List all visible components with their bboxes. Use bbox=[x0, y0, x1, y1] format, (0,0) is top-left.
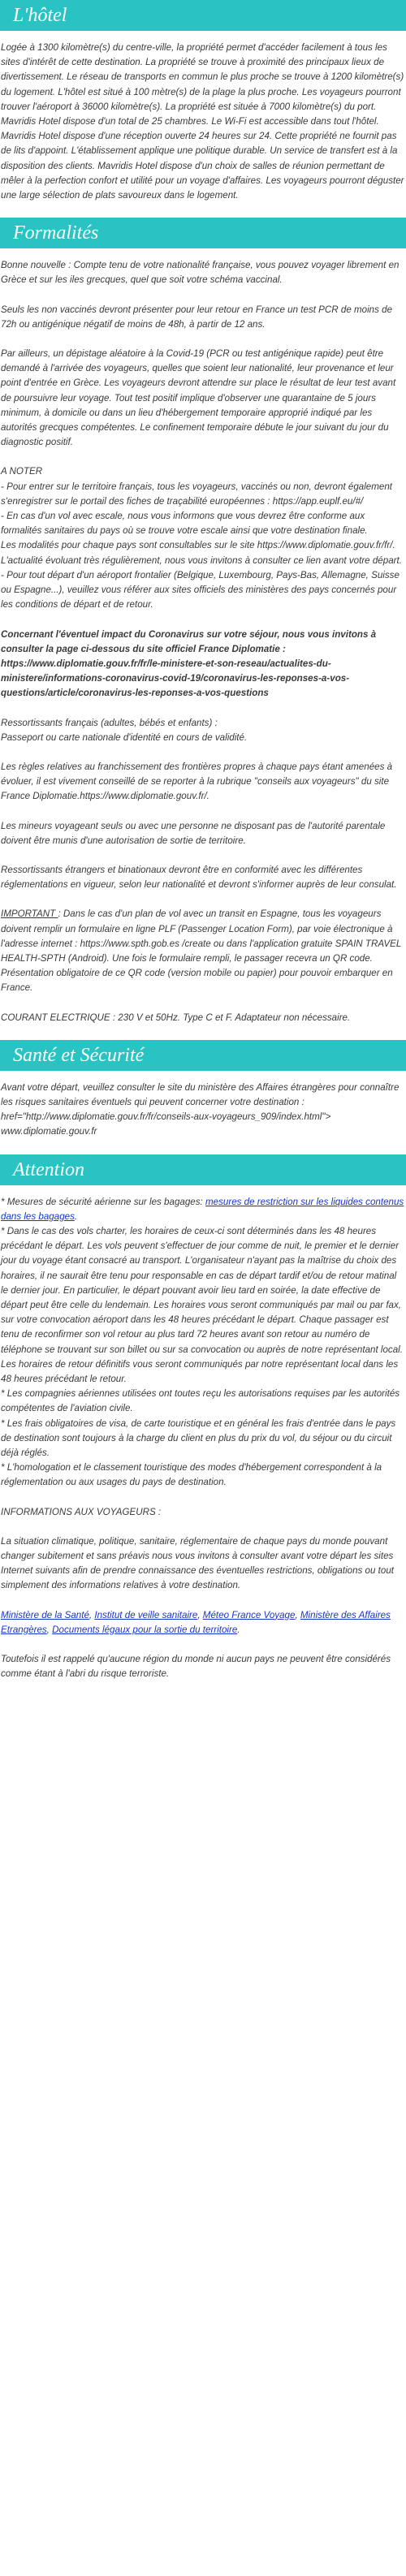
formalites-good-news: Bonne nouvelle : Compte tenu de votre nationalité française, vous pouvez voyager librement en Grèce et sur les iles grecques, quel que soit votre schéma vaccinal. bbox=[1, 260, 400, 286]
section-body-attention bbox=[0, 1195, 406, 1682]
note-line: - Pour entrer sur le territoire français, tous les voyageurs, vaccinés ou non, devront également s'enregistrer sur le portail des fiches de traçabilité européennes : https://app.euplf.eu/#/ bbox=[1, 481, 393, 507]
note-line: Les modalités pour chaque pays sont consultables sur le site https://www.diplomatie.gouv.fr/fr/. L'actualité évoluant très régulièrement, nous vous invitons à consulter ce lien avant votre départ. bbox=[1, 540, 402, 566]
important-label: IMPORTANT bbox=[1, 908, 58, 920]
note-line: - En cas d'un vol avec escale, nous vous informons que vous devrez être conforme aux formalités sanitaires du pays où se trouve votre escale ainsi que votre destination finale. bbox=[1, 511, 368, 537]
travelers-info-situation: La situation climatique, politique, sanitaire, réglementaire de chaque pays du monde pouvant changer subitement et sans préavis nous vous invitons à consulter avant votre départ les sites Internet suivants afin de prendre connaissance des éventuelles restrictions, obligations ou tout simplement des informations relatives à votre destination. bbox=[1, 1535, 395, 1591]
links-separator: , bbox=[197, 1609, 203, 1620]
terrorism-notice: Toutefois il est rappelé qu'aucune région du monde ni aucun pays ne peuvent être considérés comme étant à l'abri du risque terroriste. bbox=[1, 1654, 391, 1680]
electric-current: COURANT ELECTRIQUE : 230 V et 50Hz. Type C et F. Adaptateur non nécessaire. bbox=[1, 1012, 351, 1023]
airlines-authorized: * Les compagnies aériennes utilisées ont toutes reçu les autorisations requises par les autorités compétentes de l'aviation civile. bbox=[1, 1388, 400, 1414]
important-spain-transit bbox=[1, 907, 406, 995]
baggage-suffix: . bbox=[74, 1210, 78, 1222]
links-separator: , bbox=[46, 1624, 53, 1635]
link-documents-legaux[interactable]: Documents légaux pour la sortie du territoire bbox=[52, 1624, 238, 1635]
coronavirus-impact-notice: Concernant l'éventuel impact du Coronavirus sur votre séjour, nous vous invitons à consulter la page ci-dessous du site officiel France Diplomatie : https://www.diplomatie.gouv.fr/fr/le-ministere-et-son-reseau/actualites-du-ministere/informations-coronavirus-covid-19/coronavirus-les-reponses-a-vos-questions/article/coronavirus-les-reponses-a-vos-questions bbox=[1, 628, 377, 699]
section-title-hotel: L'hôtel bbox=[0, 0, 406, 31]
sante-description: Avant votre départ, veuillez consulter le site du ministère des Affaires étrangères pour connaître les risques sanitaires éventuels qui peuvent concerner votre destination : href="http://www.diplomatie.gouv.fr/fr/conseils-aux-voyageurs_909/index.html"> www.diplomatie.gouv.fr bbox=[1, 1081, 400, 1137]
charter-flights: * Dans le cas des vols charter, les horaires de ceux-ci sont déterminés dans les 48 heures précédant le départ. Les vols peuvent s'effectuer de jour comme de nuit, le premier et le dernier jour du voyage étant consacré au transport. L'organisateur n'ayant pas la maîtrise du choix des horaires, il ne saurait être tenu pour responsable en cas de départ tardif et/ou de retour matinal le dernier jour. En particulier, le départ pouvant avoir lieu tard en soirée, la date effective de départ peut être celle du lendemain. Les horaires vous seront communiqués par mail ou par fax, sur votre convocation aéroport dans les 48 heures précédant le départ. Chaque passager est tenu de reconfirmer son vol retour au plus tard 72 heures avant son retour au numéro de téléphone se trouvant sur son billet ou sur sa convocation ou auprès de notre représentant local. Les horaires de retour définitifs vous seront communiqués par notre représentant local dans les 48 heures précédant le retour. bbox=[1, 1225, 403, 1385]
links-end: . bbox=[237, 1624, 240, 1635]
visa-fees: * Les frais obligatoires de visa, de carte touristique et en général les frais d'entrée dans le pays de destination sont toujours à la charge du client en plus du prix du vol, du séjour ou du circuit déjà réglés. bbox=[1, 1417, 396, 1459]
section-attention bbox=[0, 1154, 406, 1682]
section-sante bbox=[0, 1040, 406, 1140]
foreign-nationals: Ressortissants étrangers et binationaux devront être en conformité avec les différentes réglementations en vigueur, selon leur nationalité et devront s'informer auprès de leur consulat. bbox=[1, 864, 397, 891]
section-body-sante bbox=[0, 1081, 406, 1140]
border-rules: Les règles relatives au franchissement des frontières propres à chaque pays étant amenées à évoluer, il est vivement conseillé de se reporter à la rubrique "conseils aux voyageurs" du site France Diplomatie.https://www.diplomatie.gouv.fr/. bbox=[1, 761, 393, 802]
note-title: A NOTER bbox=[1, 466, 43, 477]
links-separator: , bbox=[295, 1609, 300, 1620]
links-separator: , bbox=[89, 1609, 95, 1620]
minors-rules: Les mineurs voyageant seuls ou avec une personne ne disposant pas de l'autorité parentale doivent être munis d'une autorisation de sortie de territoire. bbox=[1, 820, 386, 846]
ressortissants-line: Ressortissants français (adultes, bébés et enfants) : bbox=[1, 717, 218, 728]
official-links bbox=[1, 1608, 406, 1638]
link-ministere-sante[interactable]: Ministère de la Santé bbox=[1, 1609, 89, 1620]
formalites-unvaccinated: Seuls les non vaccinés devront présenter pour leur retour en France un test PCR de moins de 72h ou antigénique négatif de moins de 48h, à partir de 12 ans. bbox=[1, 304, 393, 330]
link-affaires-etrangeres[interactable]: Ministère des Affaires Etrangères bbox=[1, 1609, 391, 1635]
section-title-formalites: Formalités bbox=[0, 218, 406, 248]
section-body-formalites bbox=[0, 258, 406, 1025]
important-text: : Dans le cas d'un plan de vol avec un transit en Espagne, tous les voyageurs doivent remplir un formulaire en ligne PLF (Passenger Location Form), par voie électronique à l'adresse internet : https://www.spth.gob.es /create ou dans l'application gratuite SPAIN TRAVEL HEALTH-SPTH (Android). Une fois le formulaire rempli, le passager recevra un QR code. Présentation obligatoire de ce QR code (version mobile ou papier) pour pouvoir embarquer en France. bbox=[1, 908, 402, 994]
link-meteo-france[interactable]: Méteo France Voyage bbox=[202, 1609, 296, 1620]
ressortissants-line: Passeport ou carte nationale d'identité en cours de validité. bbox=[1, 731, 248, 743]
note-line: - Pour tout départ d'un aéroport frontalier (Belgique, Luxembourg, Pays-Bas, Allemagne, Suisse ou Espagne...), veuillez vous référer aux sites officiels des ministères des pays concernés pour les conditions de départ et de retour. bbox=[1, 569, 400, 611]
section-hotel bbox=[0, 0, 406, 203]
formalites-note bbox=[1, 464, 406, 612]
accommodation-classification: * L'homologation et le classement touristique des modes d'hébergement correspondent à la réglementation ou aux usages du pays de destination. bbox=[1, 1462, 382, 1488]
baggage-prefix: * Mesures de sécurité aérienne sur les bagages: bbox=[1, 1196, 205, 1207]
hotel-description: Logée à 1300 kilomètre(s) du centre-ville, la propriété permet d'accéder facilement à tous les sites d'intérêt de cette destination. La propriété se trouve à proximité des principaux lieux de divertissement. Le réseau de transports en commun le plus proche se trouve à 1200 kilomètre(s) du logement. L'hôtel est situé à 100 mètre(s) de la plage la plus proche. Les voyageurs pourront trouver l'aéroport à 36000 kilomètre(s). La propriété est située à 7000 kilomètre(s) du port. Mavridis Hotel dispose d'un total de 25 chambres. Le Wi-Fi est accessible dans tout l'hôtel. Mavridis Hotel dispose d'une réception ouverte 24 heures sur 24. Cette propriété ne fournit pas de lits d'appoint. L'établissement applique une politique durable. Un service de transfert est à la disposition des clients. Mavridis Hotel dispose d'un choix de salles de réunion permettant de mêler à la perfection confort et utilité pour un voyage d'affaires. Les voyageurs pourront déguster une large sélection de plats savoureux dans le logement. bbox=[1, 42, 404, 201]
baggage-security bbox=[1, 1195, 406, 1224]
liquids-restriction-link[interactable]: mesures de restriction sur les liquides contenus dans les bagages bbox=[1, 1196, 404, 1222]
ressortissants-francais bbox=[1, 716, 406, 745]
section-title-attention: Attention bbox=[0, 1154, 406, 1185]
section-body-hotel bbox=[0, 41, 406, 203]
section-title-sante: Santé et Sécurité bbox=[0, 1040, 406, 1071]
travelers-info-title: INFORMATIONS AUX VOYAGEURS : bbox=[1, 1506, 162, 1517]
formalites-random-testing: Par ailleurs, un dépistage aléatoire à la Covid-19 (PCR ou test antigénique rapide) peut être demandé à l'arrivée des voyageurs, quelles que soient leur nationalité, leur provenance et leur point d'entrée en Grèce. Les voyageurs devront attendre sur place le résultat de leur test avant de poursuivre leur voyage. Tout test positif implique d'observer une quarantaine de 5 jours minimum, à domicile ou dans un lieu d'hébergement temporaire approprié indiqué par les autorités grecques compétentes. Le confinement temporaire débute le jour suivant du jour du diagnostic positif. bbox=[1, 348, 396, 448]
link-veille-sanitaire[interactable]: Institut de veille sanitaire bbox=[94, 1609, 198, 1620]
section-formalites bbox=[0, 218, 406, 1025]
attention-list bbox=[1, 1195, 406, 1491]
